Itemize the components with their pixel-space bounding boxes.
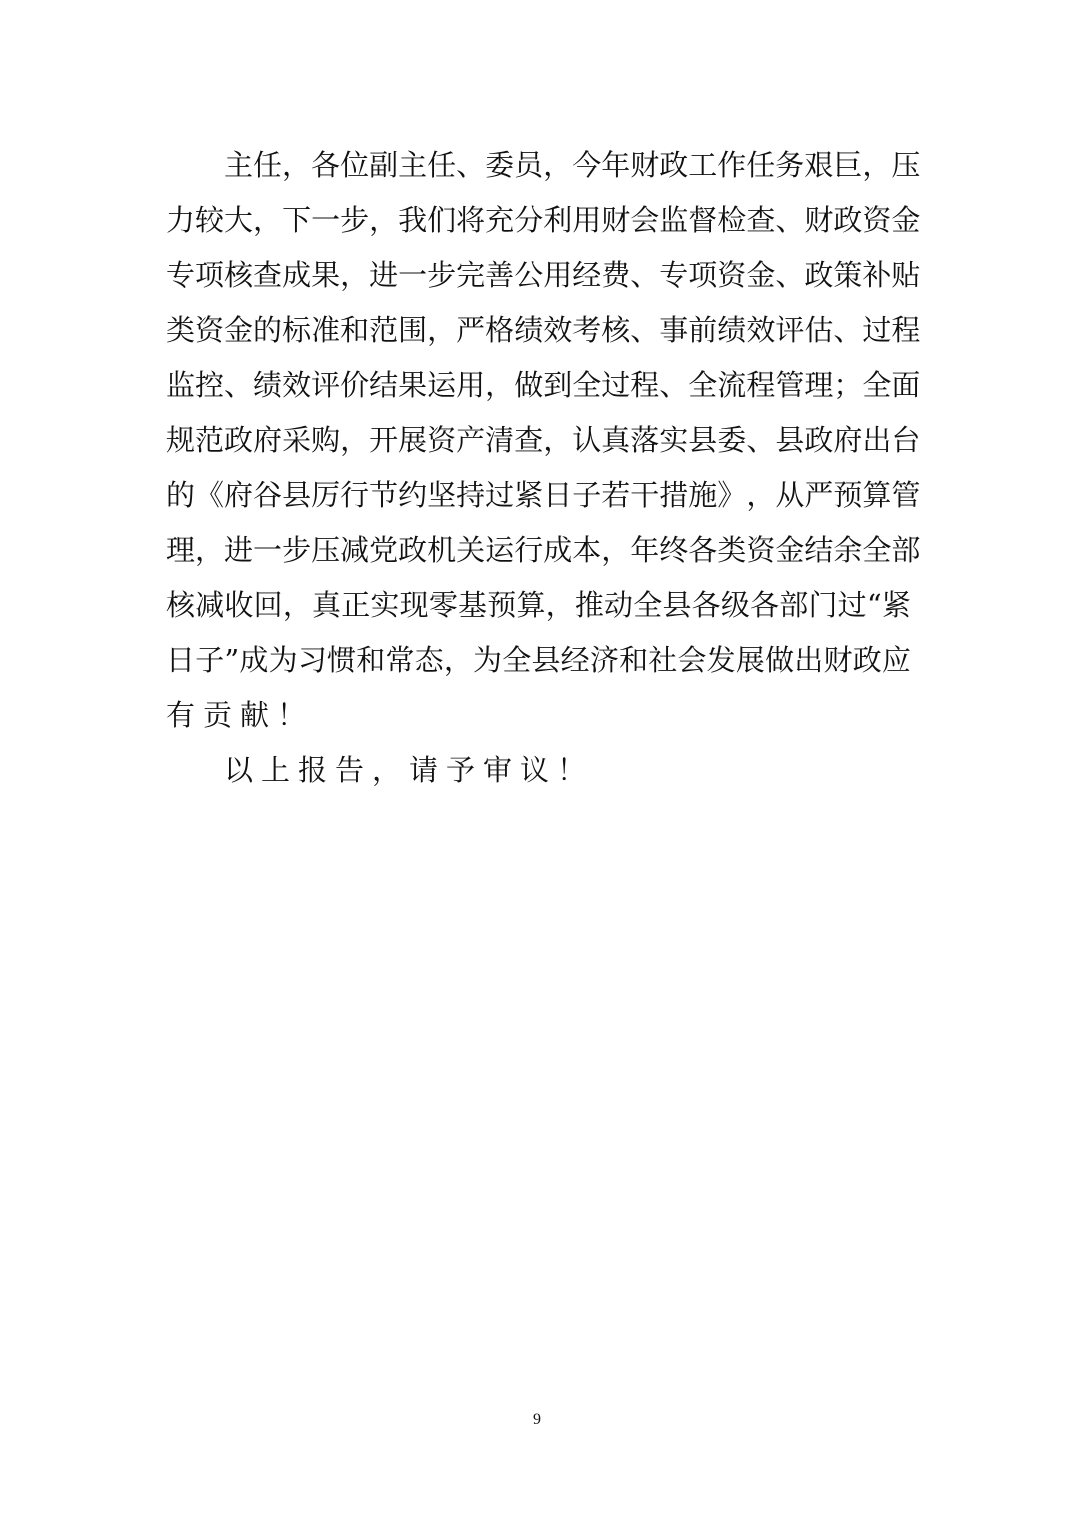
paragraph-line: 有贡献！ [166, 698, 315, 732]
paragraph-line: 监 控 、 绩 效 评 价 结 果 运 用 ， 做 到 全 过 程 、 全 流 程 管 理 ； 全 面 [166, 368, 921, 402]
paragraph-line: 的 《 府 谷 县 厉 行 节 约 坚 持 过 紧 日 子 若 干 措 施 》 ， 从 严 预 算 管 [166, 478, 921, 512]
paragraph-line: 理 ， 进 一 步 压 减 党 政 机 关 运 行 成 本 ， 年 终 各 类 资 金 结 余 全 部 [166, 533, 921, 567]
paragraph-line: 规 范 政 府 采 购 ， 开 展 资 产 清 查 ， 认 真 落 实 县 委 、 县 政 府 出 台 [166, 423, 921, 457]
closing-line: 以上报告，请予审议！ [224, 753, 595, 787]
page-number: 9 [533, 1411, 541, 1428]
body-text [166, 138, 921, 798]
paragraph-line: 核 减 收 回 ， 真 正 实 现 零 基 预 算 ， 推 动 全 县 各 级 各 部 门 过 “ 紧 [166, 588, 911, 622]
paragraph-line: 专 项 核 查 成 果 ， 进 一 步 完 善 公 用 经 费 、 专 项 资 金 、 政 策 补 贴 [166, 258, 921, 292]
paragraph-line: 类 资 金 的 标 准 和 范 围 ， 严 格 绩 效 考 核 、 事 前 绩 效 评 估 、 过 程 [166, 313, 921, 347]
paragraph-line: 主 任 ， 各 位 副 主 任 、 委 员 ， 今 年 财 政 工 作 任 务 艰 巨 ， 压 [224, 148, 921, 182]
paragraph-line: 力 较 大 ， 下 一 步 ， 我 们 将 充 分 利 用 财 会 监 督 检 查 、 财 政 资 金 [166, 203, 921, 237]
paragraph-line: 日 子 ” 成 为 习 惯 和 常 态 ， 为 全 县 经 济 和 社 会 发 展 做 出 财 政 应 [166, 643, 911, 677]
